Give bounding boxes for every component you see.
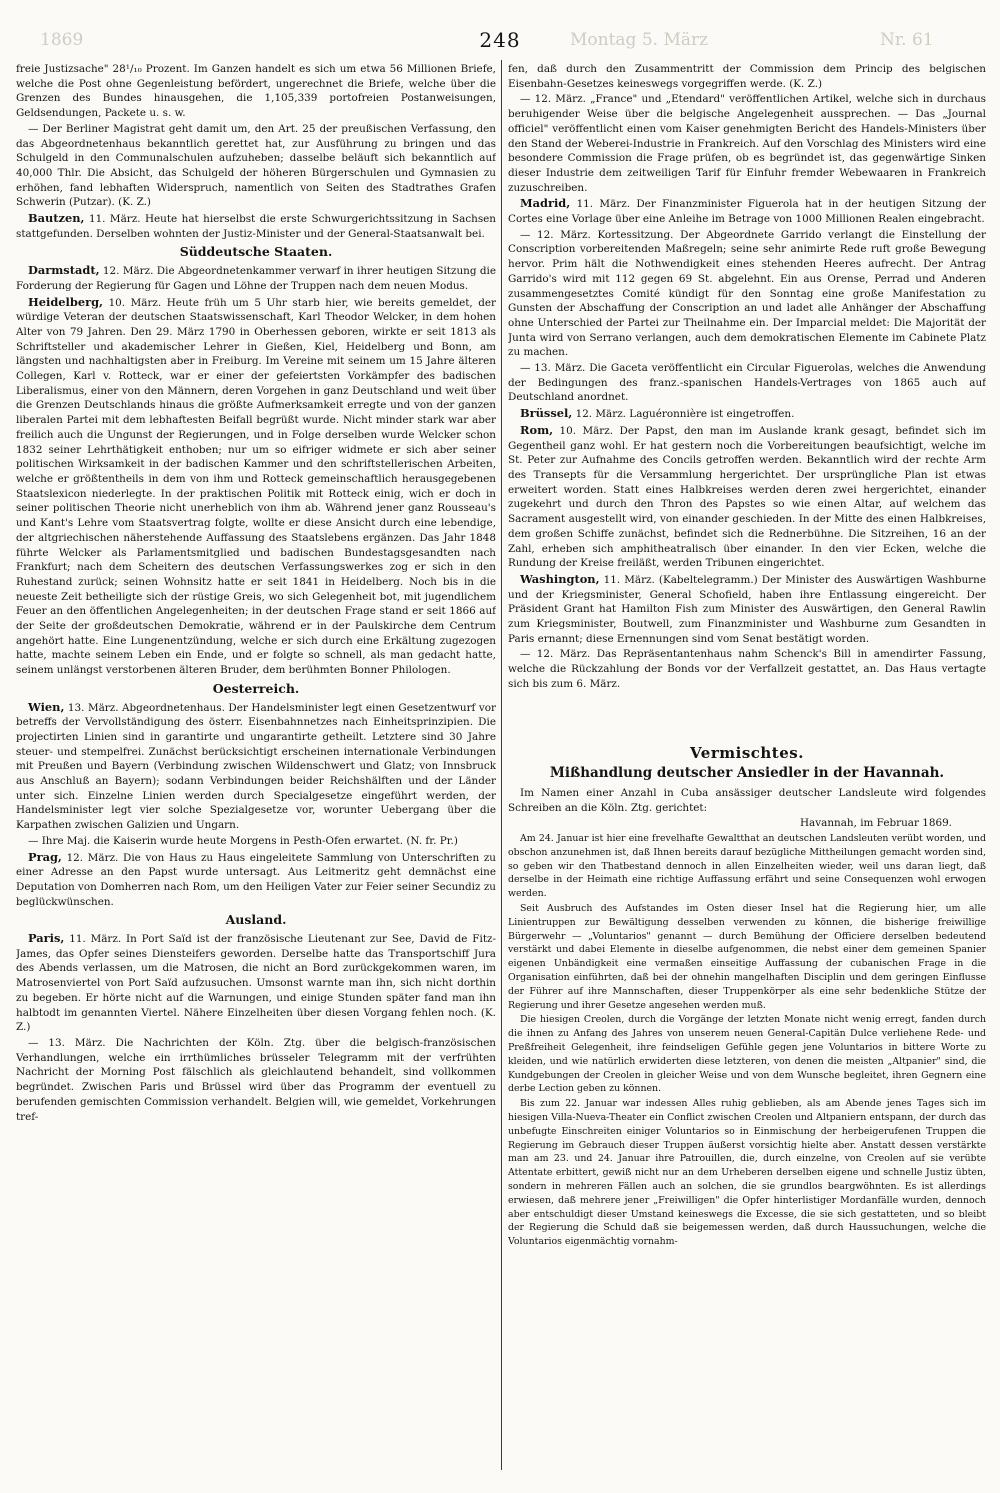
article-text: 11. März. (Kabeltelegramm.) Der Minister des Auswärtigen Washburne und der Kriegsminister, General Schofield, haben ihre Entlassung eingereicht. Der Präsident Grant hat Hamilton Fish zum Minister des Auswärtigen, den General Rawlin zum Kriegsminister, Boutwell, zum Finanzminister und Washburne zum Gesandten in Paris ernannt; diese Ernennungen sind vom Senat bestätigt worden. bbox=[508, 573, 986, 645]
prag-article bbox=[16, 850, 496, 910]
page-header bbox=[0, 28, 1000, 58]
article-text: 11. März. Heute hat hierselbst die erste Schwurgerichtssitzung in Sachsen stattgefunden. Derselben wohnten der Justiz-Minister und der General-Staatsanwalt bei. bbox=[16, 213, 496, 240]
article-headline: Mißhandlung deutscher Ansiedler in der Havannah. bbox=[549, 765, 945, 782]
section-heading: Ausland. bbox=[225, 912, 287, 928]
article-paragraph: — 13. März. Die Gaceta veröffentlicht ein Circular Figuerolas, welches die Anwendung der Bedingungen des franz.-spanischen Handels-Vertrages von 1865 auch auf Deutschland anordnet. bbox=[508, 362, 986, 404]
article-text: 11. März. In Port Saïd ist der französische Lieutenant zur See, David de Fitz-James, das Opfer seines Diensteifers geworden. Derselbe hatte das Transportschiff Jura des Abends verlassen, um die Matrosen, die nicht an Bord zurückgekommen waren, im Matrosenviertel von Port Saïd aufzusuchen. Umsonst warnte man ihn, sich nicht dorthin zu begeben. Er hörte nicht auf die Warnungen, und einige Stunden später fand man ihn halbtodt im genannten Viertel. Nähere Einzelheiten über diesen Vorgang fehlen noch. (K. Z.) bbox=[16, 933, 496, 1034]
header-ghost-center: Montag 5. März bbox=[570, 30, 709, 50]
dateline-place: Washington, bbox=[520, 571, 600, 586]
darmstadt-article bbox=[16, 263, 496, 293]
dateline-place: Heidelberg, bbox=[28, 294, 104, 309]
article-text: 10. März. Der Papst, den man im Auslande krank gesagt, befindet sich im Gegentheil ganz wohl. Er hat gestern noch die Vorbereitungen beaufsichtigt, welche im St. Peter zur Aufnahme des Concils getroffen werden. Bekanntlich wird der rechte Arm des Transepts für die Versammlung hergerichtet. Der ursprüngliche Plan ist etwas erweitert worden. Statt eines Halbkreises werden deren zwei hergerichtet, einander zugekehrt und durch den Thron des Papstes so wie einen Altar, auf welchem das Sacrament ausgestellt wird, von einander geschieden. In der Mitte des einen Halbkreises, dem großen Schiffe zunächst, befindet sich die Rednerbühne. Die Sitzreihen, 16 an der Zahl, erheben sich amphitheatralisch über einander. In den vier Ecken, welche die Rundung der Kreise freiläßt, werden Tribunen eingerichtet. bbox=[508, 424, 986, 570]
page-number: 248 bbox=[479, 28, 521, 52]
bautzen-article bbox=[16, 211, 496, 241]
section-heading-vermischtes: Vermischtes. bbox=[690, 743, 804, 762]
column-divider bbox=[501, 60, 502, 1470]
article-paragraph: — 12. März. Das Repräsentantenhaus nahm Schenck's Bill in amendirter Fassung, welche die Rückzahlung der Bonds vor der Verfallzeit gestattet, an. Das Haus vertagte sich bis zum 6. März. bbox=[508, 648, 986, 690]
right-column bbox=[508, 62, 986, 1467]
article-paragraph: freie Justizsache" 28¹/₁₀ Prozent. Im Ganzen handelt es sich um etwa 56 Millionen Briefe, welche die Post ohne Gegenleistung befördert, ungerechnet die Briefe, welche über die Grenzen des Bundes hinausgehen, die 1,105,339 portofreien Postanweisungen, Geldsendungen, Packete u. s. w. bbox=[16, 63, 496, 120]
article-paragraph: — 12. März. „France" und „Etendard" veröffentlichen Artikel, welche sich in durchaus beruhigender Weise über die belgische Angelegenheit aussprechen. — Das „Journal officiel" veröffentlicht einen vom Kaiser genehmigten Bericht des Handels-Ministers über den Stand der Weberei-Industrie in Frankreich. Auf den Vorschlag des Ministers wird eine besondere Commission die Frage prüfen, ob es begründet ist, das gegenwärtige Sinken dieser Industrie dem zeitweiligen Tarif für Einfuhr fremder Webewaaren in Frankreich zuzuschreiben. bbox=[508, 93, 986, 194]
dateline-place: Rom, bbox=[520, 422, 554, 437]
letter-paragraph: Am 24. Januar ist hier eine frevelhafte Gewaltthat an deutschen Landsleuten verübt worden, und obschon anzunehmen ist, daß Ihnen bereits darauf bezügliche Mittheilungen gemacht worden sind, so geben wir den Thatbestand dennoch in allen Einzelheiten wieder, weil uns daran liegt, daß derselbe in der Heimath eine richtige Auffassung erfährt und seine Consequenzen wohl erwogen werden. bbox=[508, 833, 986, 900]
letter-paragraph: Die hiesigen Creolen, durch die Vorgänge der letzten Monate nicht wenig erregt, fanden durch die ihnen zu Anfang des Jahres von unserem neuen General-Capitän Dulce verliehene Rede- und Preßfreiheit Gelegenheit, ihre feindseligen Gefühle gegen jene Voluntarios in bittere Worte zu kleiden, und wie natürlich erwiderten diese letzteren, von denen die meisten „Altpanier" sind, die Kundgebungen der Creolen in gleicher Weise und von dem Wunsche begleitet, ihren Gegnern eine derbe Lection geben zu können. bbox=[508, 1014, 986, 1095]
dateline-place: Wien, bbox=[28, 699, 65, 714]
madrid-article bbox=[508, 196, 986, 226]
heidelberg-article bbox=[16, 295, 496, 678]
article-intro: Im Namen einer Anzahl in Cuba ansässiger deutscher Landsleute wird folgendes Schreiben an die Köln. Ztg. gerichtet: bbox=[508, 786, 986, 814]
section-heading: Süddeutsche Staaten. bbox=[179, 244, 333, 260]
article-paragraph: — 13. März. Die Nachrichten der Köln. Ztg. über die belgisch-französischen Verhandlungen, welche ein irrthümliches brüsseler Telegramm mit der verfrühten Nachricht der Morning Post fälschlich als gleichlautend behandelt, sind vollkommen begründet. Zwischen Paris und Brüssel wird über das Programm der eventuell zu berufenden gemischten Commission verhandelt. Belgien will, wie gemeldet, Vorkehrungen tref- bbox=[16, 1037, 496, 1123]
letter-paragraph: Seit Ausbruch des Aufstandes im Osten dieser Insel hat die Regierung hier, um alle Linientruppen zur Bewältigung desselben verwenden zu können, die bisherige freiwillige Bürgerwehr — „Voluntarios" genannt — durch Bemühung der Officiere derselben bedeutend verstärkt und dabei Elemente in dieselbe aufgenommen, die nebst einer dem gemeinen Spanier eigenen Unbändigkeit eine vermaßen einseitige Auffassung der cubanischen Frage in die Organisation einführten, daß bei der ohnehin mangelhaften Disciplin und dem geringen Einflusse der Führer auf ihre Mannschaften, dieser Truppenkörper als eine sehr bedenkliche Stütze der Regierung und ihrer Gesetze angesehen werden muß. bbox=[508, 903, 986, 1011]
article-text: 13. März. Abgeordnetenhaus. Der Handelsminister legt einen Gesetzentwurf vor betreffs der Vervollständigung des österr. Eisenbahnnetzes nach Einheitsprinzipien. Die projectirten Linien sind in garantirte und ungarantirte getheilt. Letztere sind 30 Jahre steuer- und stempelfrei. Zunächst berücksichtigt erscheinen internationale Verbindungen mit Preußen und Bayern (Verbindung zwischen Wildenschwert und Glatz; von Innsbruck aus Anschluß an Bayern); sodann Verbindungen beider Reichshälften und der Länder unter sich. Einzelne Linien werden durch Specialgesetze eingeführt werden, der Handelsminister legt vier solche Spezialgesetze vor, worunter Uebergang über die Karpathen zwischen Galizien und Ungarn. bbox=[16, 701, 496, 832]
dateline-place: Darmstadt, bbox=[28, 263, 100, 278]
letter-paragraph: Bis zum 22. Januar war indessen Alles ruhig geblieben, als am Abende jenes Tages sich im hiesigen Villa-Nueva-Theater ein Conflict zwischen Creolen und Altpaniern entspann, der durch das unbefugte Einschreiten einiger Voluntarios so in Einmischung der herbeigerufenen Truppen die Regierung im Gebrauch dieser Truppen äußerst vorsichtig hielte aber. Anstatt dessen verstärkte man am 23. und 24. Januar ihre Patrouillen, die, durch einzelne, von Creolen auf sie verübte Attentate erbittert, gewiß nicht nur an dem Urheberen derselben eigene und schnelle Justiz übten, sondern in mehreren Fällen auch an solchen, die sie grundlos beargwöhnten. Es ist allerdings erwiesen, daß mehrere jener „Freiwilligen" die Opfer hinterlistiger Mordanfälle wurden, dennoch aber entschuldigt dieser Umstand keineswegs die Excesse, die sie sich gestatteten, und so bleibt der Regierung die Schuld daß sie beigemessen werden, daß durch Haussuchungen, welche die Voluntarios eigenmächtig vornahm- bbox=[508, 1098, 986, 1248]
article-text: 12. März. Die Abgeordnetenkammer verwarf in ihrer heutigen Sitzung die Forderung der Regierung für Gagen und Löhne der Truppen nach dem neuen Modus. bbox=[16, 265, 496, 292]
dateline-place: Brüssel, bbox=[520, 406, 573, 421]
article-paragraph: — 12. März. Kortessitzung. Der Abgeordnete Garrido verlangt die Einstellung der Conscription vorbereitenden Maßregeln; seine sehr animirte Rede ruft große Bewegung hervor. Prim hält die Nothwendigkeit eines stehenden Heeres aufrecht. Der Antrag Garrido's wird mit 112 gegen 69 St. abgelehnt. Ein aus Orense, Perrad und Anderen zusammengesetztes Comité kündigt für den Sonntag eine große Manifestation zu Gunsten der Abschaffung der Conscription an und ladet alle Anhänger der Abschaffung ohne Unterschied der Partei zur Theilnahme ein. Der Imparcial meldet: Die Majorität der Junta wird von Serrano verlangen, auch dem demokratischen Elemente im Cabinete Platz zu machen. bbox=[508, 228, 986, 359]
header-ghost-right: Nr. 61 bbox=[880, 30, 934, 50]
article-paragraph: fen, daß durch den Zusammentritt der Commission dem Princip des belgischen Eisenbahn-Gesetzes keineswegs vorgegriffen werde. (K. Z.) bbox=[508, 63, 986, 90]
washington-article bbox=[508, 572, 986, 647]
bruessel-article bbox=[508, 406, 986, 422]
dateline-place: Paris, bbox=[28, 931, 65, 946]
article-text: 12. März. Laguéronnière ist eingetroffen. bbox=[572, 408, 795, 421]
rom-article bbox=[508, 423, 986, 571]
article-paragraph: — Der Berliner Magistrat geht damit um, den Art. 25 der preußischen Verfassung, den das Abgeordnetenhaus bekanntlich gerettet hat, zur Ausführung zu bringen und das Schulgeld in den Communalschulen aufzuheben; dasselbe beläuft sich bekanntlich auf 40,000 Thlr. Die Absicht, das Schulgeld der höheren Bürgerschulen und Gymnasien zu erhöhen, fand lebhaften Widerspruch, namentlich von Seiten des Stadtrathes Grafen Schwerin (Putzar). (K. Z.) bbox=[16, 122, 496, 209]
dateline-place: Prag, bbox=[28, 849, 62, 864]
wien-article bbox=[16, 700, 496, 833]
dateline-place: Madrid, bbox=[520, 196, 571, 211]
header-ghost-left: 1869 bbox=[40, 30, 84, 50]
article-text: 12. März. Die von Haus zu Haus eingeleitete Sammlung von Unterschriften zu einer Adresse an den Papst wurde untersagt. Aus Leitmeritz geht demnächst eine Deputation von Domherren nach Rom, um den Heiligen Vater zur Feier seiner Secundiz zu beglückwünschen. bbox=[16, 851, 496, 908]
article-text: 11. März. Der Finanzminister Figuerola hat in der heutigen Sitzung der Cortes eine Vorlage über eine Anleihe im Betrage von 1000 Millionen Realen eingebracht. bbox=[508, 198, 986, 226]
article-paragraph: — Ihre Maj. die Kaiserin wurde heute Morgens in Pesth-Ofen erwartet. (N. fr. Pr.) bbox=[28, 834, 458, 847]
paris-article bbox=[16, 931, 496, 1035]
letter-dateline: Havannah, im Februar 1869. bbox=[800, 817, 952, 830]
section-heading: Oesterreich. bbox=[212, 680, 300, 696]
left-column bbox=[16, 62, 496, 1467]
article-text: 10. März. Heute früh um 5 Uhr starb hier, wie bereits gemeldet, der würdige Veteran der deutschen Staatswissenschaft, Karl Theodor Welcker, in dem hohen Alter von 79 Jahren. Den 29. März 1790 in Oberhessen geboren, wirkte er seit 1813 als Schriftsteller und akademischer Lehrer in Gießen, Kiel, Heidelberg und Bonn, am längsten und nachhaltigsten aber in Freiburg. Im Vereine mit seinem um 15 Jahre älteren Collegen, Karl v. Rotteck, war er einer der gefeiertsten Vorkämpfer des badischen Liberalismus, einer von den Männern, deren Vorgehen in ganz Deutschland und weit über die Grenzen Deutschlands hinaus die größte Aufmerksamkeit erregte und von der ganzen liberalen Partei mit dem lebhaftesten Beifall begrüßt wurde. Nicht minder stark war aber freilich auch die Ungunst der Regierungen, und in Folge derselben wurde Welcker schon 1832 seiner Lehrthätigkeit enthoben; nur um so eifriger widmete er sich aber seiner politischen Wirksamkeit in der badischen Kammer und den schriftstellerischen Arbeiten, welche er größtentheils in dem von ihm und Rotteck gemeinschaftlich herausgegebenen Staatslexicon niederlegte. In der praktischen Politik mit Rotteck einig, wich er doch in seiner politischen Theorie nicht unerheblich von ihm ab. Während jener ganz Rousseau's und Kant's Lehre vom Staatsvertrag folgte, wollte er diese Ansicht durch eine lebendige, der altgriechischen näherstehende Auffassung des Staatslebens ergänzen. Das Jahr 1848 führte Welcker als Parlamentsmitglied und badischen Bundestagsgesandten nach Frankfurt; nach dem Scheitern des deutschen Verfassungswerkes zog er sich in den Ruhestand zurück; seinen Wohnsitz hatte er seit 1841 in Heidelberg. Noch bis in die neueste Zeit betheiligte sich der rüstige Greis, wo sich Gelegenheit bot, mit jugendlichem Feuer an den öffentlichen Angelegenheiten; in der deutschen Frage stand er seit 1866 auf der Seite der großdeutschen Demokratie, während er in der Paulskirche dem Centrum angehört hatte. Eine Lungenentzündung, welche er sich durch eine Erkältung zugezogen hatte, machte seinem Leben ein Ende, und er folgte so schnell, als man gedacht hatte, seinem unlängst verstorbenen älteren Bruder, dem berühmten Bonner Philologen. bbox=[16, 296, 496, 677]
dateline-place: Bautzen, bbox=[28, 211, 85, 226]
